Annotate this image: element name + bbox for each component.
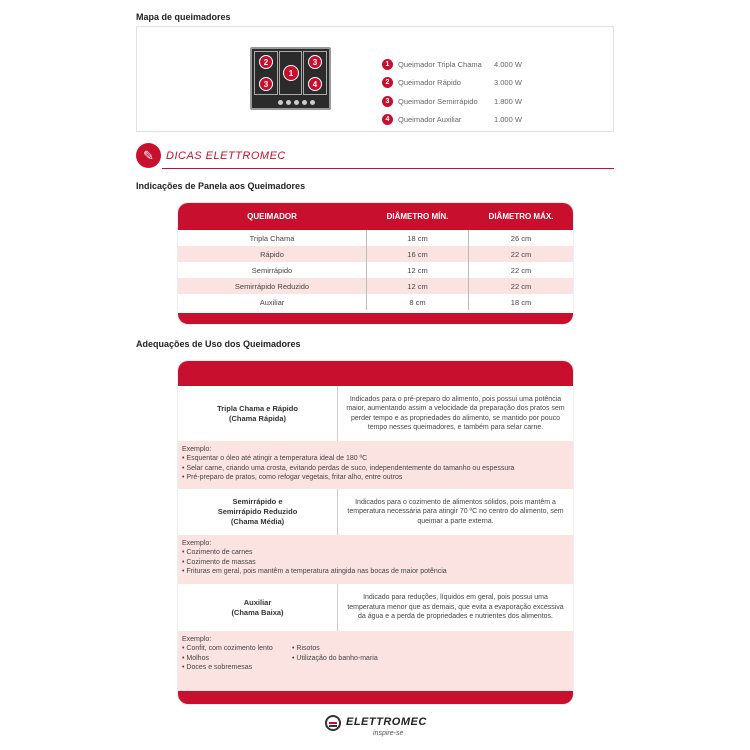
legend-name: Queimador Auxiliar [398, 115, 462, 125]
table-row [178, 230, 573, 246]
table-cell: 22 cm [510, 281, 532, 291]
table-cell: 16 cm [366, 246, 469, 262]
brand-tagline: inspire-se [373, 730, 404, 737]
legend-power: 1.800 W [494, 96, 522, 106]
group-name-line: Semirrápido Reduzido [217, 507, 298, 517]
example-box [178, 535, 573, 584]
legend-power: 1.000 W [494, 115, 522, 125]
usage-block-medium [178, 489, 573, 535]
table-footer-bar [178, 313, 573, 324]
burner-legend [382, 55, 544, 129]
brand-logo [325, 712, 440, 742]
group-name-line: Tripla Chama e Rápido [217, 403, 298, 413]
divider [162, 168, 614, 169]
legend-name: Queimador Semirrápido [398, 96, 478, 106]
legend-number: 2 [382, 77, 393, 88]
group-name-line: (Chama Rápida) [228, 413, 287, 423]
table-cell: 22 cm [510, 249, 532, 259]
list-item: • Selar carne, criando uma crosta, evitando perdas de suco, independentemente do tamanho ou espessura [182, 464, 569, 473]
logo-icon [325, 715, 341, 731]
dicas-header [136, 143, 614, 169]
table-header-bar [178, 361, 573, 386]
pan-table [178, 203, 573, 324]
example-label: Exemplo: [182, 540, 212, 547]
legend-power: 3.000 W [494, 78, 522, 88]
burner-map-card [136, 26, 614, 132]
burner-1-marker: 1 [283, 65, 299, 81]
header-cell: QUEIMADOR [247, 212, 297, 221]
list-item: • Confit, com cozimento lento [182, 644, 292, 653]
legend-name: Queimador Tripla Chama [398, 59, 482, 69]
list-item: • Risotos [292, 644, 378, 653]
map-title: Mapa de queimadores [136, 12, 231, 22]
table-row [178, 278, 573, 294]
legend-row [382, 111, 544, 130]
legend-number: 3 [382, 96, 393, 107]
group-description: Indicado para reduções, líquidos em geral, pois possui uma temperatura menor que as demais, que evita a evaporação excessiva da água e a perda de propriedades e nutrientes dos alimentos. [347, 594, 564, 621]
group-name-line: (Chama Média) [230, 516, 285, 526]
burner-3b-marker: 3 [259, 77, 273, 91]
list-item: • Pré-preparo de pratos, como refogar vegetais, fritar alho, entre outros [182, 473, 569, 482]
dicas-label: DICAS ELETTROMEC [166, 150, 286, 162]
cooktop-knobs [278, 100, 315, 105]
burner-3a-marker: 3 [308, 55, 322, 69]
list-item: • Frituras em geral, pois mantêm a temperatura atingida nas bocas de maior potência [182, 567, 569, 576]
list-item: • Esquentar o óleo até atingir a temperatura ideal de 180 ºC [182, 454, 569, 463]
burner-group-name [178, 489, 338, 535]
legend-name: Queimador Rápido [398, 78, 461, 88]
cooktop-diagram [250, 47, 331, 110]
table-cell: Tripla Chama [249, 233, 295, 243]
burner-group-name [178, 386, 338, 441]
legend-number: 4 [382, 114, 393, 125]
table-cell: 22 cm [510, 265, 532, 275]
table-cell: Semirrápido [251, 265, 293, 275]
table-row [178, 294, 573, 310]
table-row [178, 262, 573, 278]
table-cell: 12 cm [366, 278, 469, 294]
table-cell: 8 cm [366, 294, 469, 310]
list-item: • Molhos [182, 654, 292, 663]
group-name-line: Auxiliar [243, 597, 272, 607]
table-cell: 12 cm [366, 262, 469, 278]
burner-4-marker: 4 [308, 77, 322, 91]
usage-table [178, 361, 573, 704]
group-name-line: Semirrápido e [232, 497, 283, 507]
example-label: Exemplo: [182, 636, 212, 643]
burner-group-name [178, 584, 338, 631]
table-row [178, 246, 573, 262]
legend-row [382, 74, 544, 93]
chef-icon: ✎ [136, 143, 161, 168]
example-label: Exemplo: [182, 446, 212, 453]
table-header [178, 203, 573, 230]
brand-name: ELETTROMEC [346, 716, 427, 728]
usage-title: Adequações de Uso dos Queimadores [136, 339, 301, 349]
table-footer-bar [178, 691, 573, 704]
table-cell: 26 cm [510, 233, 532, 243]
burner-2-marker: 2 [259, 55, 273, 69]
header-cell: DIÂMETRO MÍN. [386, 212, 449, 221]
usage-block-rapid [178, 386, 573, 441]
table-cell: Semirrápido Reduzido [234, 281, 310, 291]
legend-row [382, 92, 544, 111]
list-item: • Utilização do banho-maria [292, 654, 378, 663]
group-name-line: (Chama Baixa) [231, 607, 284, 617]
group-description: Indicados para o cozimento de alimentos sólidos, pois mantêm a temperatura necessária para atingir 70 ºC no centro do alimento, sem queimar a parte externa. [347, 498, 564, 525]
group-description: Indicados para o pré-preparo do alimento, pois possui uma potência maior, aumentando assim a velocidade da preparação dos pratos sem perder tempo e as propriedades do alimento, se mantido por pouco tempo nesses queimadores, e também para selar carne. [346, 395, 565, 431]
table-cell: Rápido [260, 249, 284, 259]
legend-row [382, 55, 544, 74]
list-item: • Cozimento de massas [182, 558, 569, 567]
list-item: • Cozimento de carnes [182, 548, 569, 557]
header-cell: DIÂMETRO MÁX. [488, 212, 554, 221]
table-cell: 18 cm [366, 230, 469, 246]
example-box [178, 441, 573, 489]
legend-number: 1 [382, 59, 393, 70]
table-cell: 18 cm [510, 297, 532, 307]
pan-title: Indicações de Panela aos Queimadores [136, 181, 306, 191]
example-box [178, 631, 573, 691]
legend-power: 4.000 W [494, 59, 522, 69]
list-item: • Doces e sobremesas [182, 663, 292, 672]
usage-block-low [178, 584, 573, 631]
table-cell: Auxiliar [259, 297, 285, 307]
